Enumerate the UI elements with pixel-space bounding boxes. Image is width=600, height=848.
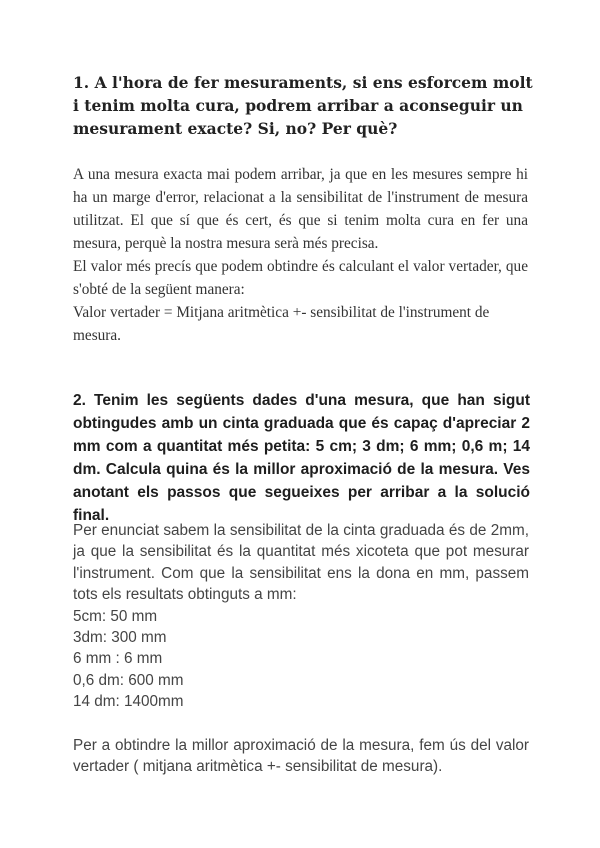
question-2-heading: 2. Tenim les següents dades d'una mesura, que han sigut obtingudes amb un cinta graduada que és capaç d'apreciar 2 mm com a quantitat més petita: 5 cm; 3 dm; 6 mm; 0,6 m; 14 dm. Calcula quina és la millor aproximació de la mesura. Ves anotant els passos que segueixes per arribar a la solució final. (73, 392, 530, 524)
list-item: 0,6 dm: 600 mm (73, 671, 184, 689)
answer-paragraph: A una mesura exacta mai podem arribar, ja que en les mesures sempre hi ha un marge d'error, relacionat a la sensibilitat de l'instrument de mesura utilitzat. El que sí que és cert, és que si tenim molta cura en fer una mesura, perquè la nostra mesura serà més precisa. (73, 166, 528, 252)
question-1-answer (73, 163, 528, 347)
question-2-answer (73, 520, 529, 713)
list-item: 5cm: 50 mm (73, 607, 158, 625)
answer-paragraph: El valor més precís que podem obtindre és calculant el valor vertader, que s'obté de la següent manera: (73, 258, 528, 298)
question-1-heading: 1. A l'hora de fer mesuraments, si ens esforcem molt i tenim molta cura, podrem arribar a aconseguir un mesurament exacte? Si, no? Per què? (73, 73, 533, 138)
conversion-list (73, 606, 529, 713)
list-item: 14 dm: 1400mm (73, 693, 184, 711)
answer-paragraph: Valor vertader = Mitjana aritmètica +- sensibilitat de l'instrument de mesura. (73, 304, 490, 344)
answer-closing: Per a obtindre la millor aproximació de la mesura, fem ús del valor vertader ( mitjana aritmètica +- sensibilitat de mesura). (73, 737, 529, 776)
list-item: 3dm: 300 mm (73, 629, 167, 647)
answer-intro: Per enunciat sabem la sensibilitat de la cinta graduada és de 2mm, ja que la sensibilitat és la quantitat més xicoteta que pot mesurar l'instrument. Com que la sensibilitat ens la dona en mm, passem tots els resultats obtinguts a mm: (73, 522, 529, 604)
list-item: 6 mm : 6 mm (73, 650, 163, 668)
